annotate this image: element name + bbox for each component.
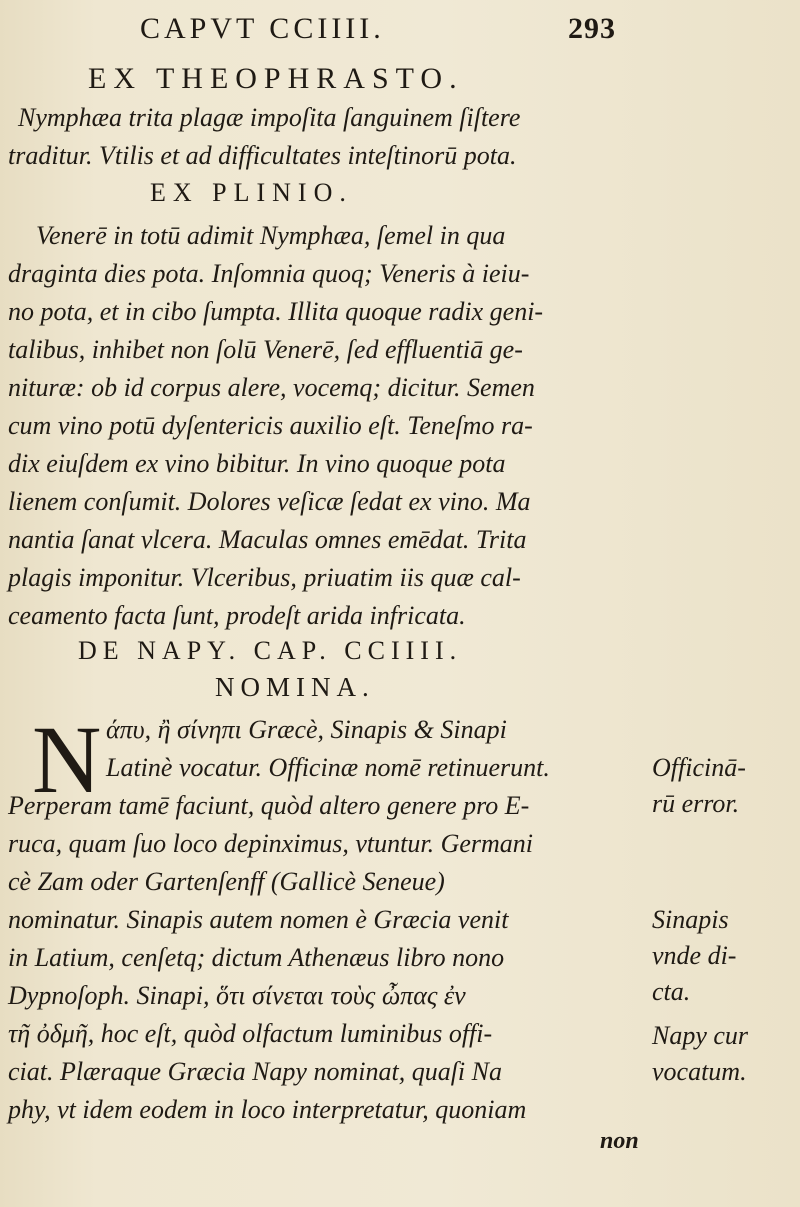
text-line: ruca, quam ſuo loco depinximus, vtuntur. Germani bbox=[8, 829, 534, 858]
text-line: cè Zam oder Gartenſenff (Gallicè Seneue) bbox=[8, 867, 445, 896]
text-line: traditur. Vtilis et ad difficultates inteſtinorū pota. bbox=[8, 141, 517, 170]
heading-nomina: NOMINA. bbox=[215, 672, 375, 702]
margin-note-line: vnde di- bbox=[652, 941, 737, 970]
text-line: Dypnoſoph. Sinapi, ὅτι σίνεται τοὺς ὦπας ἐν bbox=[8, 981, 466, 1010]
heading-chapter: DE NAPY. CAP. CCIIII. bbox=[78, 636, 463, 665]
heading-theophrastus: EX THEOPHRASTO. bbox=[88, 62, 464, 95]
text-line: Venerē in totū adimit Nymphæa, ſemel in qua bbox=[36, 221, 506, 250]
margin-note-line: Napy cur bbox=[652, 1021, 749, 1050]
page-number: 293 bbox=[568, 12, 616, 45]
text-line: nominatur. Sinapis autem nomen è Græcia venit bbox=[8, 905, 509, 934]
text-line: Latinè vocatur. Officinæ nomē retinuerunt. bbox=[106, 753, 550, 782]
text-line: nantia ſanat vlcera. Maculas omnes emēdat. Trita bbox=[8, 525, 527, 554]
margin-note-line: rū error. bbox=[652, 789, 740, 818]
text-line: ceamento facta ſunt, prodeſt arida infricata. bbox=[8, 601, 466, 630]
text-line: Perperam tamē faciunt, quòd altero genere pro E- bbox=[8, 791, 530, 820]
heading-plinius: EX PLINIO. bbox=[150, 178, 353, 207]
margin-note-line: Officinā- bbox=[652, 753, 746, 782]
text-line: in Latium, cenſetq; dictum Athenæus libro nono bbox=[8, 943, 505, 972]
margin-note-line: cta. bbox=[652, 977, 691, 1006]
text-line: nituræ: ob id corpus alere, vocemq; dicitur. Semen bbox=[8, 373, 535, 402]
margin-note-line: Sinapis bbox=[652, 905, 729, 934]
text-line: cum vino potū dyſentericis auxilio eſt. Teneſmo ra- bbox=[8, 411, 533, 440]
drop-cap: N bbox=[32, 706, 102, 813]
text-line: lienem conſumit. Dolores veſicæ ſedat ex vino. Ma bbox=[8, 487, 531, 516]
text-line: ciat. Plæraque Græcia Napy nominat, quaſi Na bbox=[8, 1057, 502, 1086]
catchword: non bbox=[600, 1128, 639, 1154]
text-line: phy, vt idem eodem in loco interpretatur, quoniam bbox=[8, 1095, 527, 1124]
text-line: no pota, et in cibo ſumpta. Illita quoque radix geni- bbox=[8, 297, 544, 326]
text-line: άπυ, ἢ σίνηπι Græcè, Sinapis & Sinapi bbox=[106, 715, 507, 744]
running-head-title: CAPVT CCIIII. bbox=[140, 12, 385, 45]
text-line: plagis imponitur. Vlceribus, priuatim iis quæ cal- bbox=[8, 563, 521, 592]
running-head bbox=[140, 12, 660, 52]
text-line: τῆ ὀδμῆ, hoc eſt, quòd olfactum luminibus offi- bbox=[8, 1019, 493, 1048]
margin-note-line: vocatum. bbox=[652, 1057, 747, 1086]
text-line: talibus, inhibet non ſolū Venerē, ſed effluentiā ge- bbox=[8, 335, 523, 364]
text-line: draginta dies pota. Inſomnia quoq; Veneris à ieiu- bbox=[8, 259, 530, 288]
text-line: dix eiuſdem ex vino bibitur. In vino quoque pota bbox=[8, 449, 506, 478]
text-line: Nymphæa trita plagæ impoſita ſanguinem ſiſtere bbox=[18, 103, 521, 132]
